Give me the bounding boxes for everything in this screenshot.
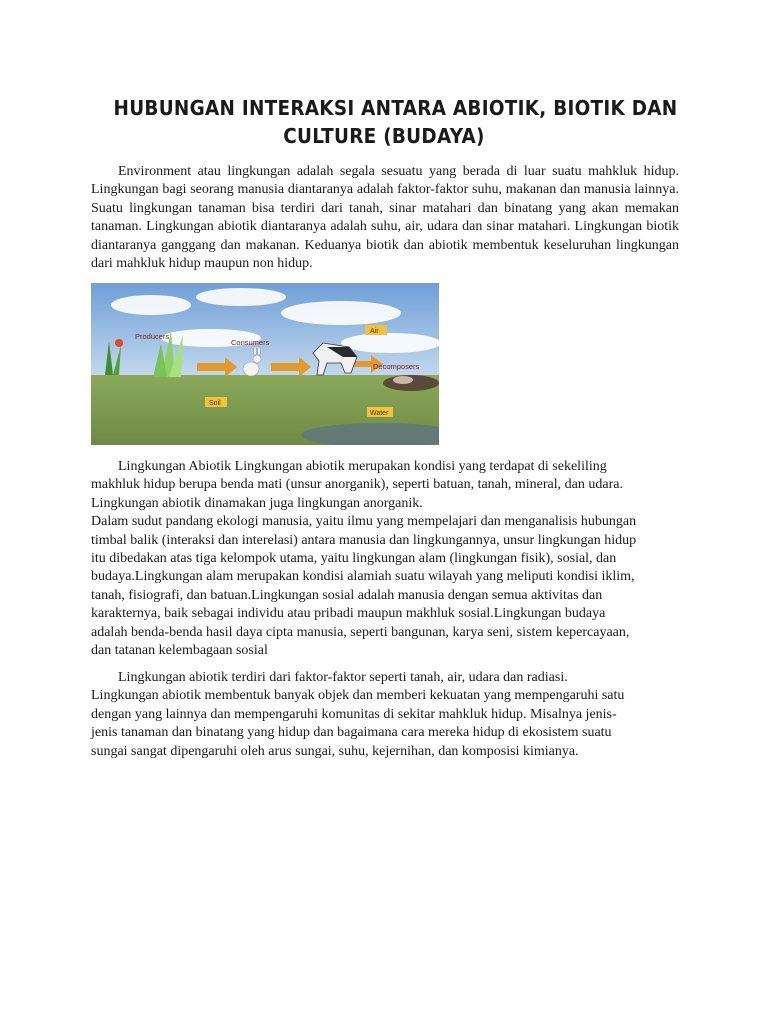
document-title (113, 94, 678, 150)
label-water: Water (370, 410, 389, 417)
label-consumers: Consumers (231, 338, 270, 347)
factors-line-2: Lingkungan abiotik membentuk banyak objek dan memberi kekuatan yang mempengaruhi satu (91, 688, 625, 704)
label-soil: Soil (209, 400, 221, 407)
factors-line-4: jenis tanaman dan binatang yang hidup dan bagaimana cara mereka hidup di ekosistem suatu (91, 725, 612, 741)
factors-line-1: Lingkungan abiotik terdiri dari faktor-faktor seperti tanah, air, udara dan radiasi. (118, 670, 568, 685)
title-line-2: CULTURE (BUDAYA) (283, 124, 485, 148)
label-producers: Producers (135, 332, 170, 341)
abiotic-line-6: itu dibedakan atas tiga kelompok utama, yaitu lingkungan alam (lingkungan fisik), sosial, dan (91, 551, 617, 567)
title-line-1: HUBUNGAN INTERAKSI ANTARA ABIOTIK, BIOTIK DAN (113, 96, 678, 120)
factors-line-5: sungai sangat dipengaruhi oleh arus sungai, suhu, kejernihan, dan komposisi kimianya. (91, 743, 579, 759)
abiotic-line-2: makhluk hidup berupa benda mati (unsur anorganik), seperti batuan, tanah, mineral, dan udara. (91, 477, 623, 493)
abiotic-line-3: Lingkungan abiotik dinamakan juga lingkungan anorganik. (91, 495, 423, 511)
abiotic-line-7: budaya.Lingkungan alam merupakan kondisi alamiah suatu wilayah yang meliputi kondisi iklim, (91, 569, 635, 585)
intro-paragraph: Environment atau lingkungan adalah segala sesuatu yang berada di luar suatu mahkluk hidup. Lingkungan bagi seorang manusia diantaranya adalah faktor-faktor suhu, makanan dan manusia lainnya. Suatu lingkungan tanaman bisa terdiri dari tanah, sinar matahari dan binatang yang akan memakan tanaman. Lingkungan abiotik diantaranya adalah suhu, air, udara dan sinar matahari. Lingkungan biotik diantaranya ganggang dan makanan. Keduanya biotik dan abiotik membentuk keseluruhan lingkungan dari mahkluk hidup maupun non hidup. (91, 164, 679, 272)
label-decomposers: Decomposers (373, 362, 420, 371)
abiotic-line-8: tanah, fisiografi, dan batuan.Lingkungan sosial adalah manusia dengan semua aktivitas dan (91, 587, 603, 603)
abiotic-line-10: adalah benda-benda hasil daya cipta manusia, seperti bangunan, karya seni, sistem kepercayaan, (91, 624, 630, 640)
abiotic-line-11: dan tatanan kelembagaan sosial (91, 643, 268, 659)
abiotic-line-9: karakternya, baik sebagai individu atau pribadi maupun makhluk sosial.Lingkungan budaya (91, 606, 606, 622)
label-air: Air (370, 328, 379, 335)
abiotic-line-4: Dalam sudut pandang ekologi manusia, yaitu ilmu yang mempelajari dan menganalisis hubungan (91, 514, 637, 530)
abiotic-paragraph (91, 458, 679, 660)
ecosystem-illustration (91, 283, 439, 445)
abiotic-line-5: timbal balik (interaksi dan interelasi) antara manusia dan lingkungannya, unsur lingkungan hidup (91, 532, 637, 548)
abiotic-line-1: Lingkungan Abiotik Lingkungan abiotik merupakan kondisi yang terdapat di sekeliling (118, 459, 607, 474)
factors-line-3: dengan yang lainnya dan mempengaruhi komunitas di sekitar mahkluk hidup. Misalnya jenis- (91, 706, 617, 722)
abiotic-factors-paragraph (91, 669, 679, 761)
decomposer-pile (383, 375, 439, 391)
